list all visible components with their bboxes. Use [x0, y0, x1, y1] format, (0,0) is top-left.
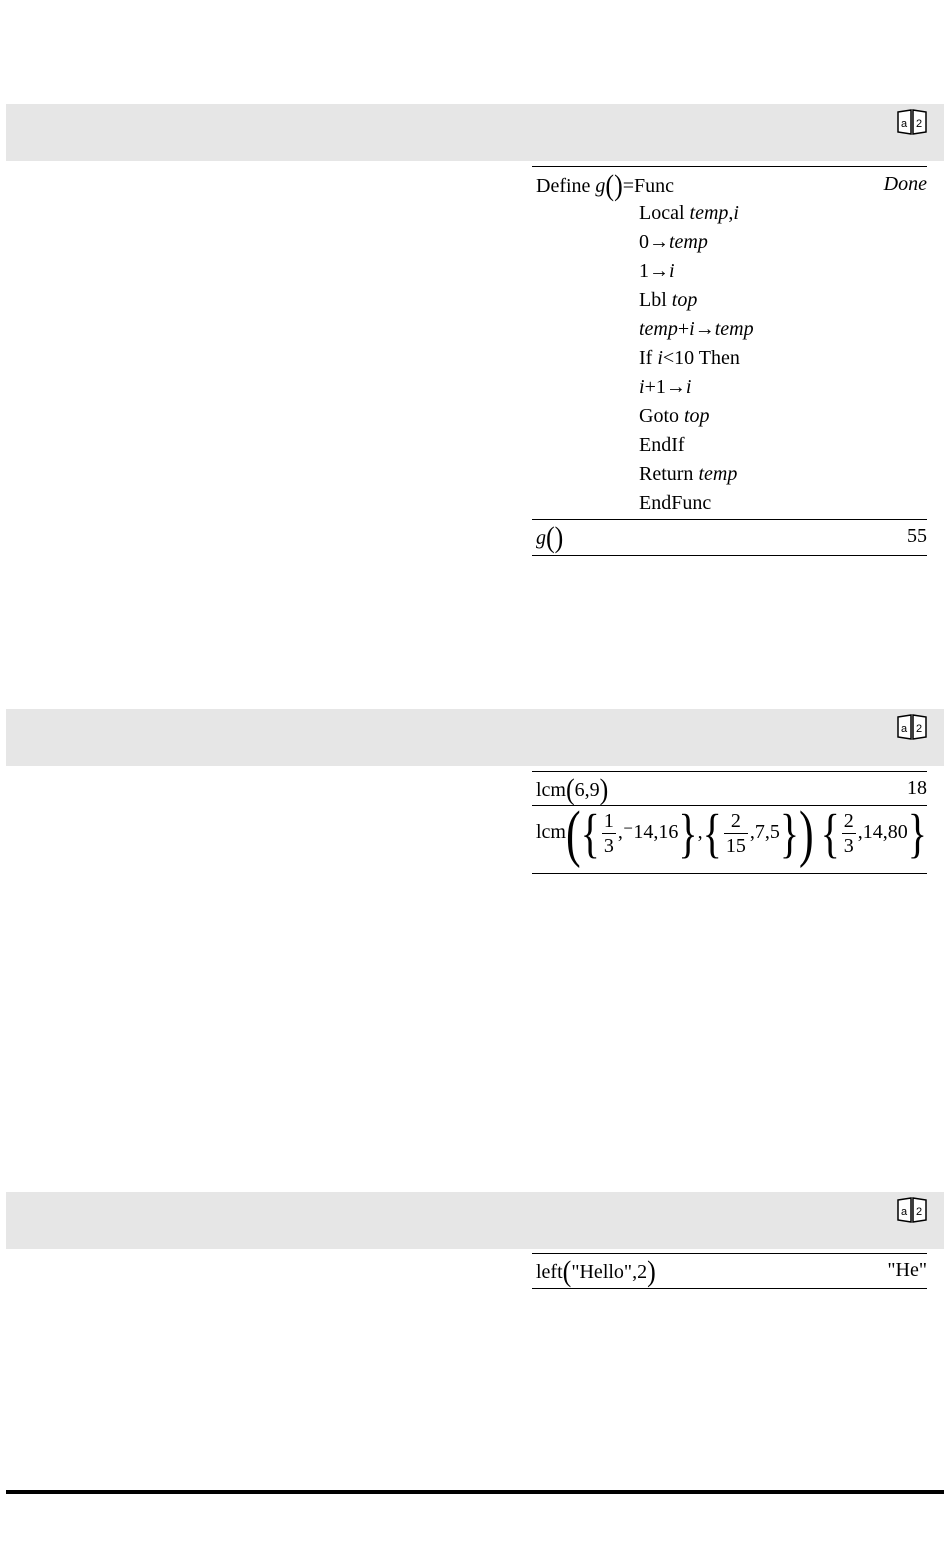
function-name: g [595, 175, 606, 197]
define-example-table [532, 166, 927, 556]
define-line [536, 168, 675, 203]
code-line: Goto top [639, 405, 710, 427]
function-parens: () [605, 168, 623, 203]
define-result: Done [883, 173, 927, 195]
call-row: g() 55 [532, 519, 927, 556]
section-header-band [6, 709, 944, 766]
svg-text:a: a [901, 723, 908, 735]
svg-text:2: 2 [916, 1206, 923, 1218]
lcm-result-1: 18 [907, 777, 927, 799]
define-keyword: Define [536, 175, 596, 197]
catalog-book-icon [896, 1196, 928, 1224]
code-line: Local temp,i [639, 202, 739, 224]
code-line: Return temp [639, 463, 738, 485]
code-line: 1→i [639, 260, 675, 282]
code-line: If i<10 Then [639, 347, 740, 369]
svg-text:a: a [901, 118, 908, 130]
code-line: EndIf [639, 434, 685, 456]
svg-text:2: 2 [916, 118, 923, 130]
left-example-table [532, 1253, 927, 1289]
func-keyword: =Func [622, 175, 675, 197]
call-result: 55 [907, 525, 927, 547]
define-row [532, 166, 927, 519]
svg-text:2: 2 [916, 723, 923, 735]
code-line: i+1→i [639, 376, 692, 398]
code-line: 0→temp [639, 231, 708, 253]
left-row: left("Hello",2) "He" [532, 1253, 927, 1289]
lcm-result-2: { $\frac{2}{3}$ ,14,80} [820, 802, 927, 864]
catalog-book-icon [896, 108, 928, 136]
catalog-book-icon [896, 713, 928, 741]
svg-text:a: a [901, 1206, 908, 1218]
lcm-expression: lcm({ $\frac{1}{3}$ ,⁻14,16},{ $\frac{2}{15}$ ,7,5}) [536, 797, 814, 869]
code-line: EndFunc [639, 492, 712, 514]
code-line: temp+i→temp [639, 318, 754, 340]
page-footer-rule [6, 1490, 944, 1494]
section-header-band [6, 104, 944, 161]
left-result: "He" [887, 1259, 927, 1281]
lcm-example-table [532, 771, 927, 874]
section-header-band [6, 1192, 944, 1249]
lcm-row-2 [532, 797, 927, 874]
lcm-row-1: lcm(6,9) 18 [532, 771, 927, 805]
call-function-name: g [536, 527, 546, 549]
code-line: Lbl top [639, 289, 698, 311]
